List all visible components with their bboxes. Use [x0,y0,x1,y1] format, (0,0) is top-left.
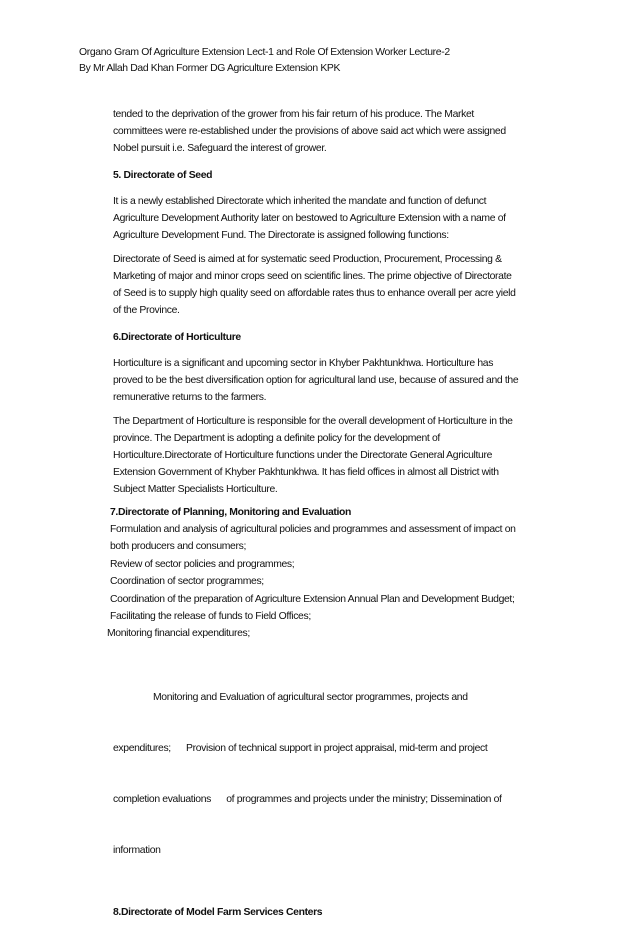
section-5-paragraph-1 [113,193,573,244]
text-line: remunerative returns to the farmers. [113,392,267,403]
text-line: It is a newly established Directorate which inherited the mandate and function of defunct [113,196,487,207]
text-line: completion evaluations of programmes and projects under the ministry; Dissemination of [113,793,502,805]
section-5-paragraph-2 [113,251,573,319]
list-item: Coordination of sector programmes; [110,576,264,588]
text-line: Marketing of major and minor crops seed on scientific lines. The prime objective of Directorate [113,271,512,282]
list-item: Facilitating the release of funds to Field Offices; [110,611,311,623]
text-line: proved to be the best diversification option for agricultural land use, because of assured and the [113,375,519,386]
text-line: Extension Government of Khyber Pakhtunkhwa. It has field offices in almost all District with [113,467,499,478]
section-7-list [107,521,573,643]
text-line: Agriculture Development Fund. The Directorate is assigned following functions: [113,230,449,241]
section-5-heading: 5. Directorate of Seed [113,170,213,181]
list-item: Formulation and analysis of agricultural policies and programmes and assessment of impact on [110,524,516,535]
text-line: information [113,844,161,856]
text-line: Subject Matter Specialists Horticulture. [113,484,278,495]
header-author: By Mr Allah Dad Khan Former DG Agriculture Extension KPK [79,63,341,74]
text-line: province. The Department is adopting a definite policy for the development of [113,433,440,444]
section-6-paragraph-2 [113,413,573,498]
text-line: Monitoring and Evaluation of agricultural sector programmes, projects and [153,691,468,703]
text-line: tended to the deprivation of the grower from his fair return of his produce. The Market [113,109,474,120]
text-line: expenditures; Provision of technical support in project appraisal, mid-term and project [113,742,488,754]
section-7-heading: 7.Directorate of Planning, Monitoring and Evaluation [110,507,352,518]
text-line: Nobel pursuit i.e. Safeguard the interest of grower. [113,143,327,154]
header-title: Organo Gram Of Agriculture Extension Lect-1 and Role Of Extension Worker Lecture-2 [79,47,450,58]
section-6-heading: 6.Directorate of Horticulture [113,332,241,343]
text-line: Agriculture Development Authority later on bestowed to Agriculture Extension with a name of [113,213,506,224]
section-7 [107,505,573,643]
text-line: Horticulture is a significant and upcoming sector in Khyber Pakhtunkhwa. Horticulture has [113,358,494,369]
list-item: Coordination of the preparation of Agriculture Extension Annual Plan and Development Budget; [110,593,515,605]
text-line: Horticulture.Directorate of Horticulture functions under the Directorate General Agriculture [113,450,492,461]
section-8-heading: 8.Directorate of Model Farm Services Centers [113,906,323,918]
list-item: Monitoring financial expenditures; [107,628,250,640]
page-header [79,45,450,77]
list-item: Review of sector policies and programmes; [110,558,295,570]
document-body [107,106,573,930]
text-line: of the Province. [113,305,180,316]
list-item: both producers and consumers; [110,541,246,553]
text-line: committees were re-established under the provisions of above said act which were assigned [113,126,506,137]
intro-paragraph [113,106,573,157]
text-line: The Department of Horticulture is responsible for the overall development of Horticulture in the [113,416,513,427]
section-7-paragraph-2 [113,655,573,893]
section-6-paragraph-1 [113,355,573,406]
text-line: Directorate of Seed is aimed at for systematic seed Production, Procurement, Processing & [113,254,502,265]
text-line: of Seed is to supply high quality seed on affordable rates thus to enhance overall per acre yield [113,288,516,299]
